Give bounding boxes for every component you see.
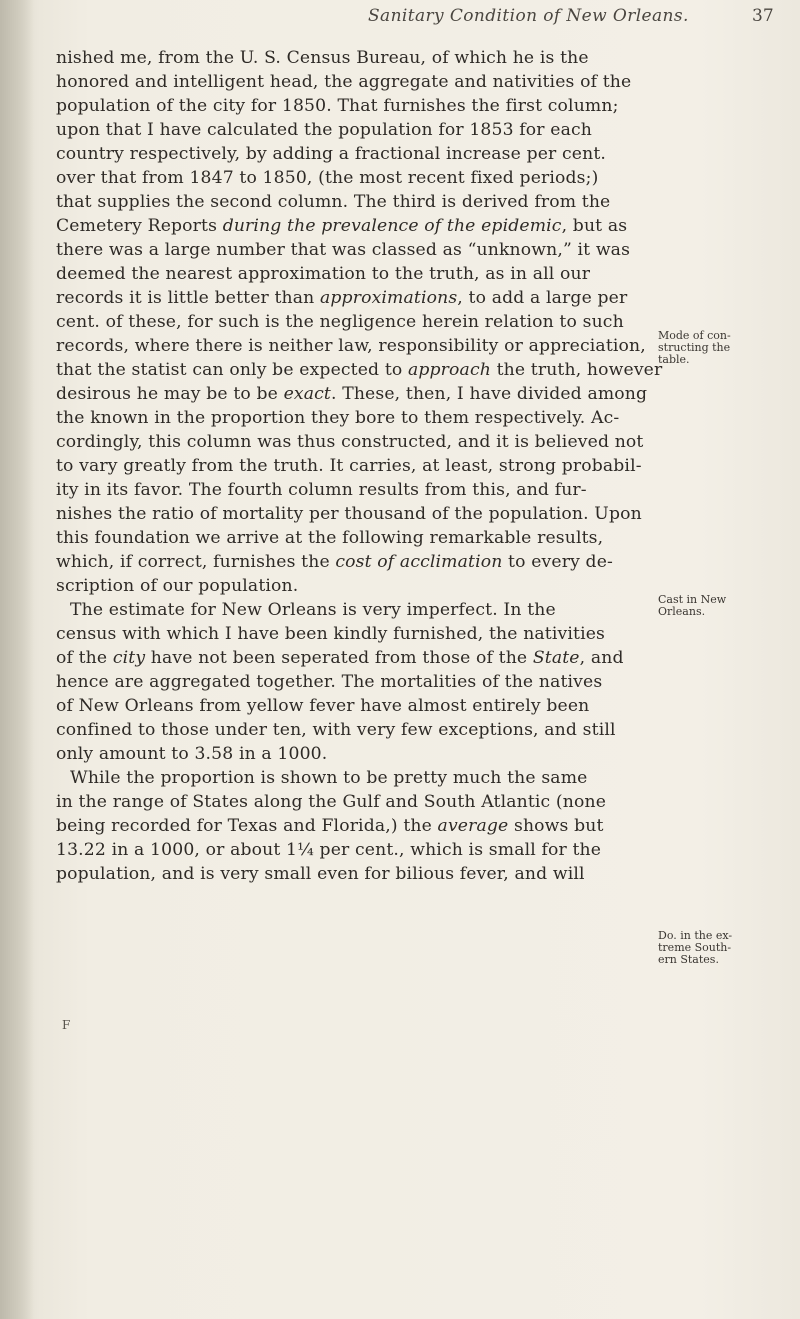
marginal-note-line: Cast in New bbox=[658, 593, 727, 606]
marginal-note-line: structing the bbox=[658, 341, 731, 354]
text-line: deemed the nearest approximation to the truth, as in all our bbox=[56, 264, 591, 284]
text-line: only amount to 3.58 in a 1000. bbox=[56, 744, 328, 764]
marginal-note-line: treme South- bbox=[658, 941, 732, 954]
italic-phrase: State bbox=[532, 648, 580, 668]
text-line: records, where there is neither law, responsibility or appreciation, bbox=[56, 336, 646, 356]
text-line: nished me, from the U. S. Census Bureau, of which he is the bbox=[56, 48, 589, 68]
signature-mark: F bbox=[62, 1018, 71, 1032]
marginal-note-line: Mode of con- bbox=[658, 329, 731, 342]
page-binding-shadow bbox=[0, 0, 34, 1319]
text-line: country respectively, by adding a fractional increase per cent. bbox=[56, 144, 607, 164]
italic-phrase: cost of acclimation bbox=[335, 552, 503, 572]
text-line: being recorded for Texas and Florida,) the average shows but bbox=[56, 816, 604, 836]
text-line: census with which I have been kindly furnished, the nativities bbox=[56, 624, 606, 644]
text-line: of New Orleans from yellow fever have almost entirely been bbox=[56, 696, 590, 716]
text-line: in the range of States along the Gulf and South Atlantic (none bbox=[56, 792, 607, 812]
text-line: records it is little better than approximations, to add a large per bbox=[56, 288, 628, 308]
text-line: of the city have not been seperated from those of the State, and bbox=[56, 648, 624, 668]
paragraph bbox=[56, 598, 656, 766]
running-title: Sanitary Condition of New Orleans. bbox=[368, 6, 689, 26]
text-line: While the proportion is shown to be pretty much the same bbox=[70, 768, 588, 788]
text-line: confined to those under ten, with very few exceptions, and still bbox=[56, 720, 616, 740]
text-line: scription of our population. bbox=[56, 576, 299, 596]
marginal-note-line: Orleans. bbox=[658, 605, 706, 618]
marginal-note-line: table. bbox=[658, 353, 690, 366]
text-line: that supplies the second column. The third is derived from the bbox=[56, 192, 611, 212]
text-line: upon that I have calculated the population for 1853 for each bbox=[56, 120, 592, 140]
page-header bbox=[0, 2, 800, 32]
paragraph bbox=[56, 766, 656, 886]
text-line: to vary greatly from the truth. It carries, at least, strong probabil- bbox=[56, 456, 642, 476]
italic-phrase: average bbox=[437, 816, 509, 836]
text-line: hence are aggregated together. The mortalities of the natives bbox=[56, 672, 603, 692]
text-line: Cemetery Reports during the prevalence of the epidemic, but as bbox=[56, 216, 628, 236]
text-line: population of the city for 1850. That furnishes the first column; bbox=[56, 96, 619, 116]
text-line: cent. of these, for such is the negligence herein relation to such bbox=[56, 312, 624, 332]
marginal-note-line: ern States. bbox=[658, 953, 719, 966]
marginal-note-line: Do. in the ex- bbox=[658, 929, 733, 942]
text-line: population, and is very small even for bilious fever, and will bbox=[56, 864, 585, 884]
page-number: 37 bbox=[752, 6, 774, 26]
text-line: nishes the ratio of mortality per thousand of the population. Upon bbox=[56, 504, 642, 524]
text-line: cordingly, this column was thus constructed, and it is believed not bbox=[56, 432, 644, 452]
marginal-note-mode-of-constructing-table bbox=[658, 330, 731, 366]
italic-phrase: during the prevalence of the epidemic bbox=[222, 216, 562, 236]
italic-phrase: city bbox=[112, 648, 146, 668]
text-line: The estimate for New Orleans is very imperfect. In the bbox=[70, 600, 556, 620]
text-line: desirous he may be to be exact. These, then, I have divided among bbox=[56, 384, 648, 404]
italic-phrase: approach bbox=[407, 360, 491, 380]
marginal-note-extreme-southern-states bbox=[658, 930, 732, 966]
text-line: this foundation we arrive at the following remarkable results, bbox=[56, 528, 604, 548]
text-line: over that from 1847 to 1850, (the most recent fixed periods;) bbox=[56, 168, 599, 188]
text-line: which, if correct, furnishes the cost of acclimation to every de- bbox=[56, 552, 613, 572]
italic-phrase: approximations bbox=[320, 288, 458, 308]
text-line: the known in the proportion they bore to them respectively. Ac- bbox=[56, 408, 620, 428]
text-line: ity in its favor. The fourth column results from this, and fur- bbox=[56, 480, 587, 500]
italic-phrase: exact bbox=[283, 384, 331, 404]
marginal-note-cast-in-new-orleans bbox=[658, 594, 726, 618]
text-line: there was a large number that was classed as “unknown,” it was bbox=[56, 240, 631, 260]
paragraph bbox=[56, 46, 663, 598]
text-line: 13.22 in a 1000, or about 1¼ per cent., which is small for the bbox=[56, 840, 602, 860]
text-line: honored and intelligent head, the aggregate and nativities of the bbox=[56, 72, 632, 92]
body-text bbox=[56, 46, 663, 886]
text-line: that the statist can only be expected to approach the truth, however bbox=[56, 360, 663, 380]
